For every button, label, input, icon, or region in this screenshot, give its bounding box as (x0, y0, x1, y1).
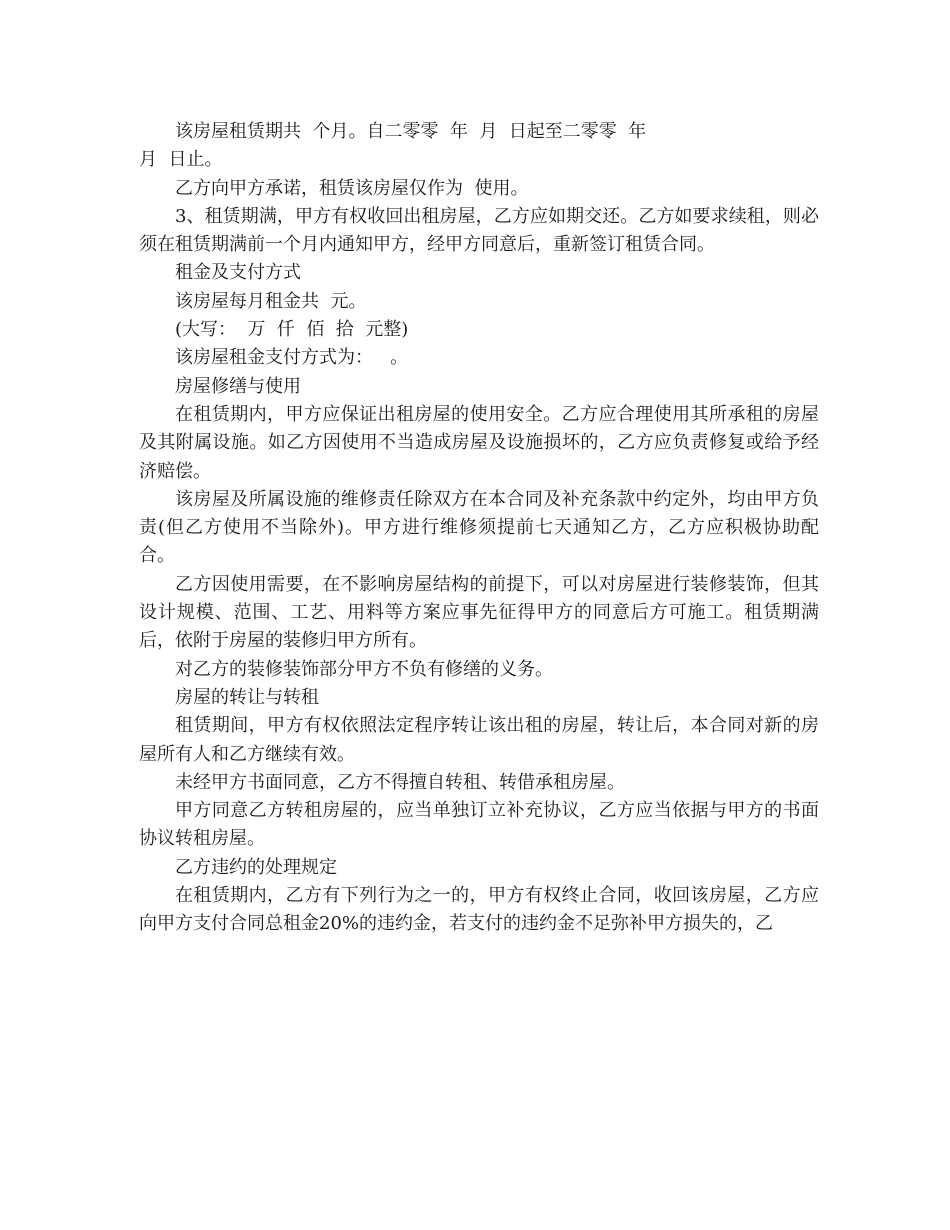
safety-use-paragraph: 在租赁期内，甲方应保证出租房屋的使用安全。乙方应合理使用其所承租的房屋及其附属设施。如乙方因使用不当造成房屋及设施损坏的，乙方应负责修复或给予经济赔偿。 (139, 403, 819, 482)
breach-heading: 乙方违约的处理规定 (175, 856, 337, 878)
decoration-repair-paragraph: 对乙方的装修装饰部分甲方不负有修缮的义务。 (175, 658, 553, 680)
monthly-rent-paragraph: 该房屋每月租金共 元。 (175, 290, 367, 312)
decoration-paragraph: 乙方因使用需要，在不影响房屋结构的前提下，可以对房屋进行装修装饰，但其设计规模、范围、工艺、用料等方案应事先征得甲方的同意后方可施工。租赁期满后，依附于房屋的装修归甲方所有。 (139, 573, 819, 652)
usage-promise-paragraph: 乙方向甲方承诺，租赁该房屋仅作为 使用。 (175, 177, 529, 199)
rent-payment-heading: 租金及支付方式 (175, 262, 301, 284)
transfer-sublet-heading: 房屋的转让与转租 (175, 686, 319, 708)
sublet-agreement-paragraph: 甲方同意乙方转租房屋的，应当单独订立补充协议，乙方应当依据与甲方的书面协议转租房屋。 (139, 800, 819, 850)
lease-expiry-paragraph: 3、租赁期满，甲方有权收回出租房屋，乙方应如期交还。乙方如要求续租，则必须在租赁期满前一个月内通知甲方，经甲方同意后，重新签订租赁合同。 (139, 205, 819, 256)
no-sublet-paragraph: 未经甲方书面同意，乙方不得擅自转租、转借承租房屋。 (175, 771, 625, 793)
breach-terms-paragraph: 在租赁期内，乙方有下列行为之一的，甲方有权终止合同，收回该房屋，乙方应向甲方支付合同总租金20%的违约金，若支付的违约金不足弥补甲方损失的，乙 (139, 885, 819, 935)
rent-in-words-paragraph: (大写： 万 仟 佰 拾 元整) (175, 319, 409, 341)
repair-use-heading: 房屋修缮与使用 (175, 375, 301, 397)
maintenance-responsibility-paragraph: 该房屋及所属设施的维修责任除双方在本合同及补充条款中约定外，均由甲方负责(但乙方使用不当除外)。甲方进行维修须提前七天通知乙方，乙方应积极协助配合。 (139, 488, 819, 567)
payment-method-paragraph: 该房屋租金支付方式为： 。 (175, 347, 409, 369)
document-body (139, 118, 819, 939)
lease-term-paragraph: 该房屋租赁期共 个月。自二零零 年 月 日起至二零零 年 月 日止。 (139, 121, 647, 171)
transfer-paragraph: 租赁期间，甲方有权依照法定程序转让该出租的房屋，转让后，本合同对新的房屋所有人和乙方继续有效。 (139, 715, 819, 765)
